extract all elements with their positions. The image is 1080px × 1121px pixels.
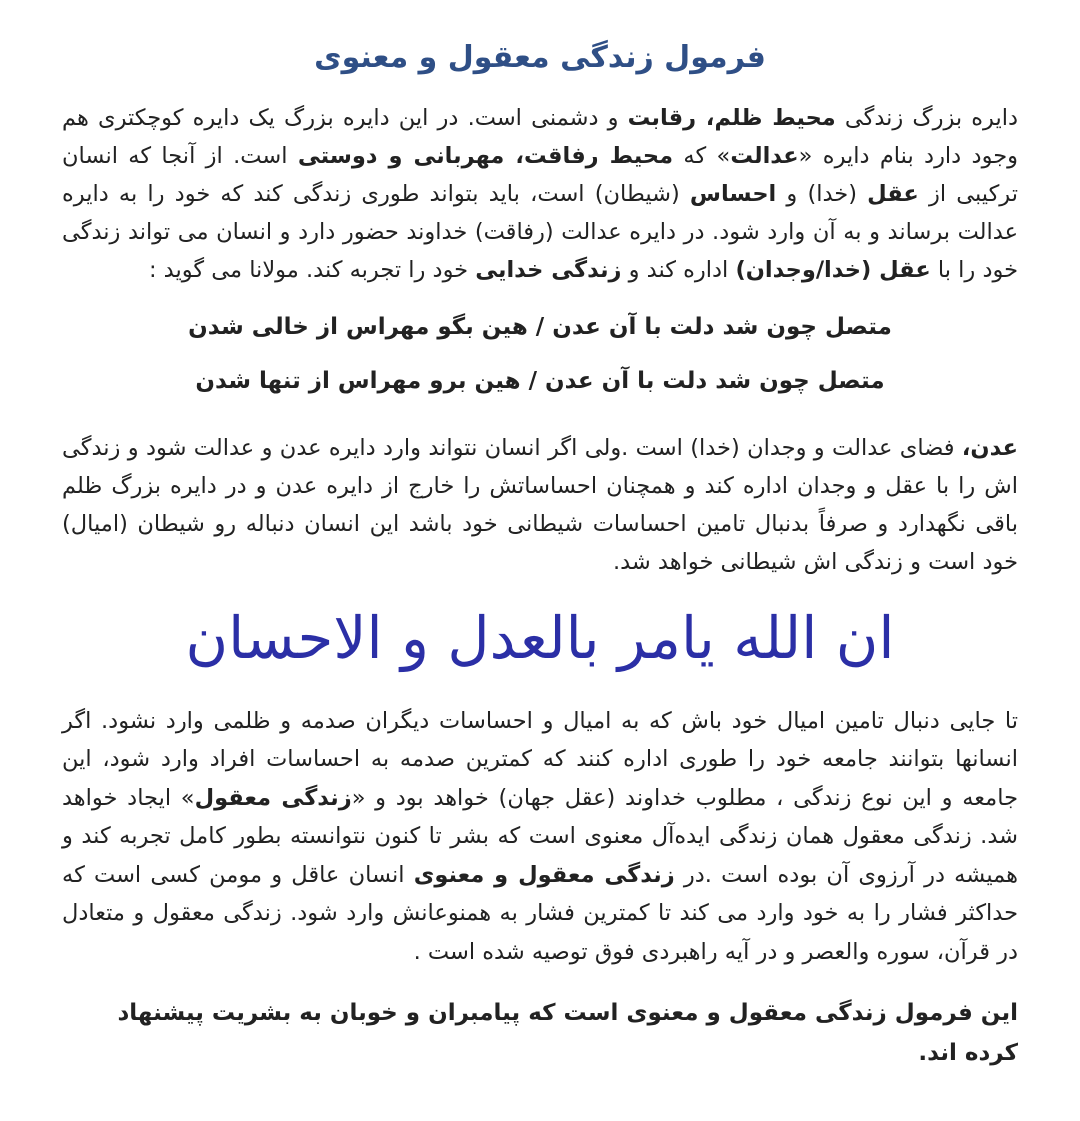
text-run: خود را تجربه کند. مولانا می گوید :: [148, 257, 476, 283]
bold-run: محیط رفاقت، مهربانی و دوستی: [297, 143, 674, 169]
text-run: (خدا) و: [776, 181, 868, 207]
text-run: و دشمنی است. در این دایره بزرگ یک دایره کوچکتری هم وجود دارد بنام دایره «: [62, 105, 1018, 169]
bold-run: عدالت: [730, 143, 799, 169]
poem-verse: متصل چون شد دلت با آن عدن / هین بگو مهراس از خالی شدن: [188, 314, 892, 340]
text-run: تا جایی دنبال تامین امیال خود باش که به امیال و احساسات دیگران صدمه و ظلمی وارد نشود. اگر انسانها بتوانند جامعه خود را طوری اداره کنند که کمترین صدمه به احساسات افراد وارد شود، این جامعه و این نوع زندگی ، مطلوب خداوند (عقل جهان) خواهد بود و «: [62, 707, 1018, 811]
text-run: » ایجاد خواهد شد. زندگی معقول همان زندگی ایده‌آل معنوی است که بشر تا کنون نتوانسته بطور کامل تجربه کند و همیشه در آرزوی آن بوده است .در: [62, 784, 1018, 888]
text-run: » که: [673, 143, 731, 169]
poem-verse: متصل چون شد دلت با آن عدن / هین برو مهراس از تنها شدن: [195, 368, 885, 394]
text-run: (شیطان) است، باید بتواند طوری زندگی کند که خود را به دایره عدالت برساند و به آن وارد شود. در دایره عدالت (رفاقت) خداوند حضور دارد و انسان می تواند زندگی خود را با: [62, 181, 1018, 283]
page-title: فرمول زندگی معقول و معنوی: [314, 40, 766, 75]
bold-run: محیط ظلم، رقابت: [627, 105, 836, 131]
body-paragraph: [62, 702, 1018, 972]
bold-run: عقل: [867, 181, 919, 207]
text-run: اداره کند و: [621, 257, 736, 283]
quran-verse-calligraphy: ان الله یامر بالعدل و الاحسان: [185, 604, 895, 672]
bold-run: زندگی خدایی: [475, 257, 622, 283]
bold-run: عقل (خدا/وجدان): [735, 257, 931, 283]
text-run: انسان عاقل و مومن کسی است که حداکثر فشار را به خود وارد می کند تا کمترین فشار به همنوعانش وارد شود. زندگی معقول و متعادل در قرآن، سوره والعصر و در آیه راهبردی فوق توصیه شده است .: [62, 861, 1018, 965]
bold-run: زندگی معقول: [194, 784, 352, 811]
text-run: دایره بزرگ زندگی: [835, 105, 1018, 131]
eden-paragraph: [62, 429, 1018, 581]
bold-run: احساس: [689, 181, 777, 207]
intro-paragraph: [62, 99, 1018, 289]
bold-run: عدن،: [961, 435, 1018, 461]
bold-run: زندگی معقول و معنوی: [413, 861, 675, 888]
closing-statement: این فرمول زندگی معقول و معنوی است که پیامبران و خوبان به بشریت پیشنهاد کرده اند.: [117, 1000, 1018, 1067]
text-run: است. از آنجا که انسان ترکیبی از: [62, 143, 1018, 207]
text-run: فضای عدالت و وجدان (خدا) است .ولی اگر انسان نتواند وارد دایره عدن و عدالت شود و زندگی اش را با عقل و وجدان اداره کند و همچنان احساساتش را خارج از دایره عدن و در دایره بزرگ ظلم باقی نگهدارد و صرفاً بدنبال تامین احساسات شیطانی خود باشد این انسان دنباله رو شیطان (امیال) خود است و زندگی اش شیطانی خواهد شد.: [62, 435, 1018, 575]
